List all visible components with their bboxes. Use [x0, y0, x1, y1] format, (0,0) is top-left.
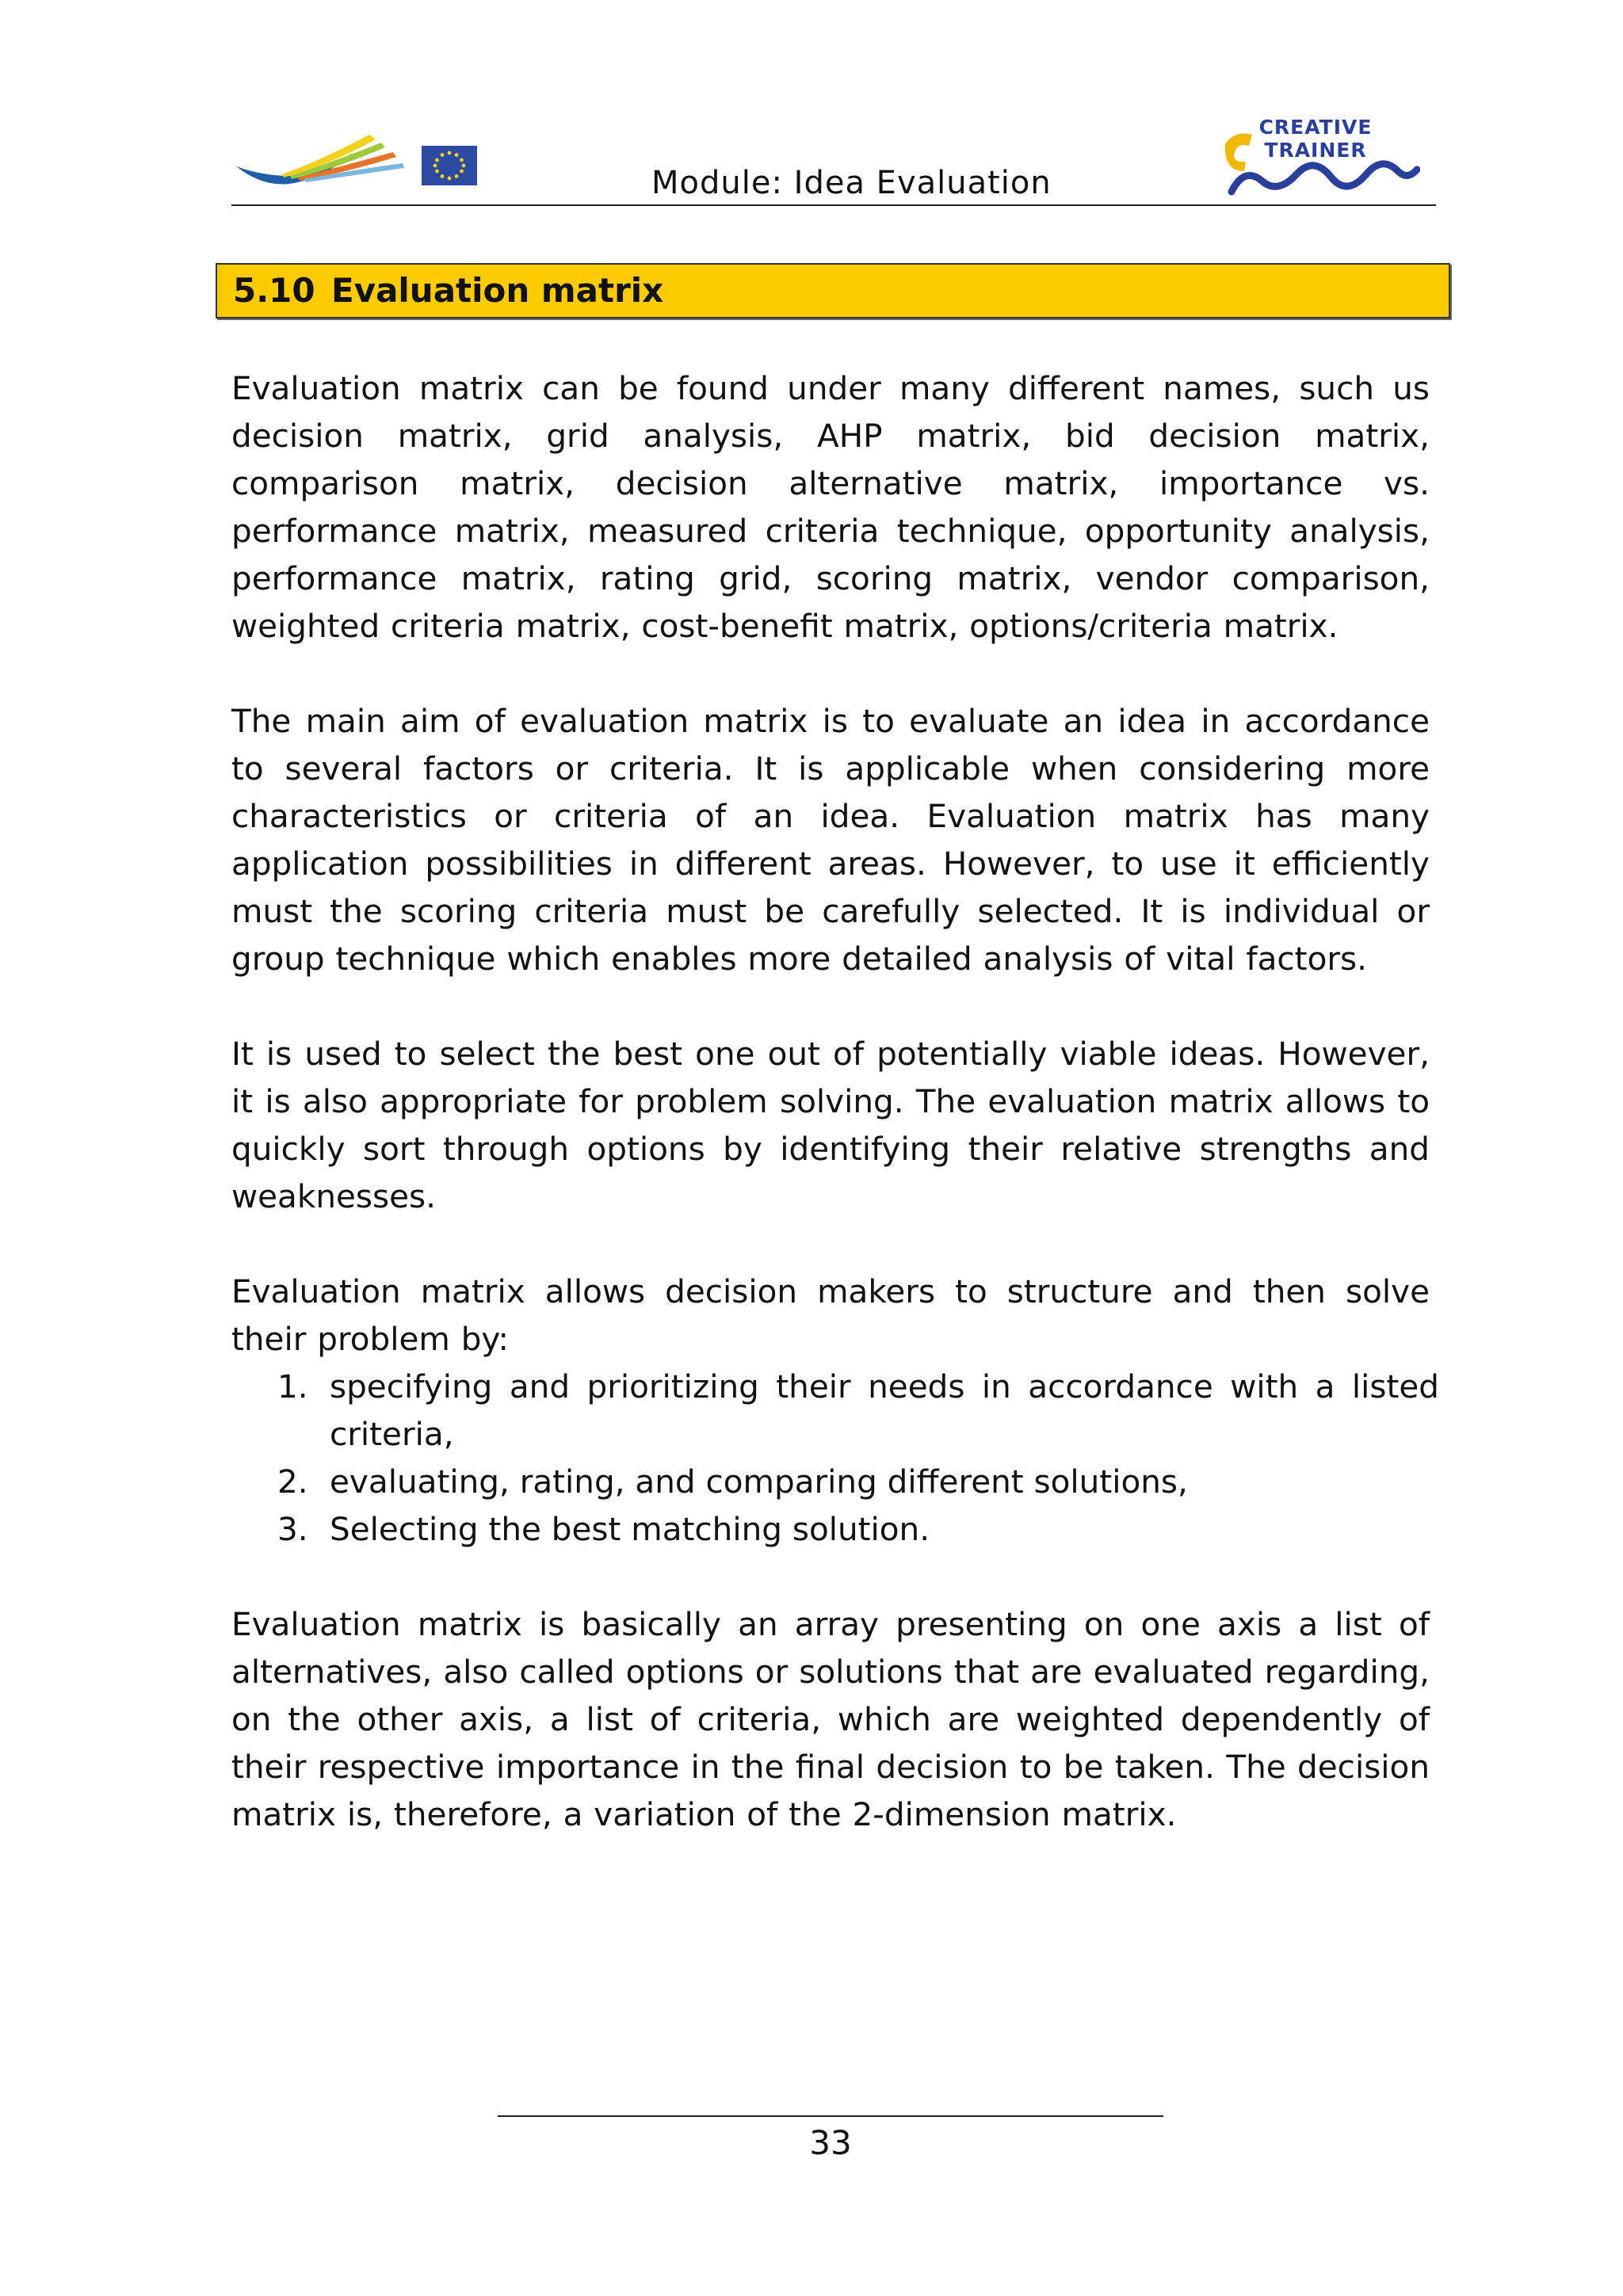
logo-text-line2: TRAINER	[1264, 139, 1367, 162]
module-title: Module: Idea Evaluation	[651, 165, 1052, 201]
page-header	[231, 111, 1436, 206]
paragraph-2: The main aim of evaluation matrix is to evaluate an idea in accordance to several factors or criteria. It is applicable when considering more characteristics or criteria of an idea. Evaluation matrix has many application possibilities in different areas. However, to use it efficiently must the scoring criteria must be carefully selected. It is individual or group technique which enables more detailed analysis of vital factors.	[231, 702, 1430, 978]
page-number: 33	[809, 2123, 852, 2162]
list-item-number: 1.	[277, 1367, 308, 1405]
eu-flag-icon	[422, 146, 477, 185]
section-heading	[216, 263, 1450, 318]
list-item-number: 3.	[277, 1510, 308, 1548]
logo-text-line1: CREATIVE	[1258, 116, 1373, 139]
list-item	[231, 1458, 1439, 1505]
list-item	[231, 1505, 1439, 1553]
body-content	[231, 364, 1439, 1886]
list-item	[231, 1363, 1439, 1458]
lifelong-learning-swoosh-icon	[235, 128, 409, 193]
paragraph-1: Evaluation matrix can be found under many different names, such us decision matrix, grid analysis, AHP matrix, bid decision matrix, comparison matrix, decision alternative matrix, importance vs. performance matrix, measured criteria technique, opportunity analysis, performance matrix, rating grid, scoring matrix, vendor comparison, weighted criteria matrix, cost-benefit matrix, options/criteria matrix.	[231, 369, 1430, 645]
list-item-text: specifying and prioritizing their needs in accordance with a listed criteria,	[330, 1367, 1439, 1453]
numbered-list	[231, 1363, 1439, 1553]
list-item-text: Selecting the best matching solution.	[330, 1510, 930, 1548]
list-item-number: 2.	[277, 1463, 308, 1501]
section-title: Evaluation matrix	[331, 271, 664, 310]
list-item-text: evaluating, rating, and comparing different solutions,	[330, 1463, 1188, 1501]
footer-divider	[498, 2115, 1163, 2117]
section-number: 5.10	[233, 271, 315, 310]
creative-trainer-logo-text	[1236, 116, 1395, 162]
paragraph-4: Evaluation matrix allows decision makers to structure and then solve their problem by:	[231, 1272, 1430, 1358]
paragraph-5: Evaluation matrix is basically an array presenting on one axis a list of alternatives, also called options or solutions that are evaluated regarding, on the other axis, a list of criteria, which are weighted dependently of their respective importance in the final decision to be taken. The decision matrix is, therefore, a variation of the 2-dimension matrix.	[231, 1605, 1430, 1833]
paragraph-3: It is used to select the best one out of potentially viable ideas. However, it is also appropriate for problem solving. The evaluation matrix allows to quickly sort through options by identifying their relative strengths and weaknesses.	[231, 1035, 1430, 1215]
